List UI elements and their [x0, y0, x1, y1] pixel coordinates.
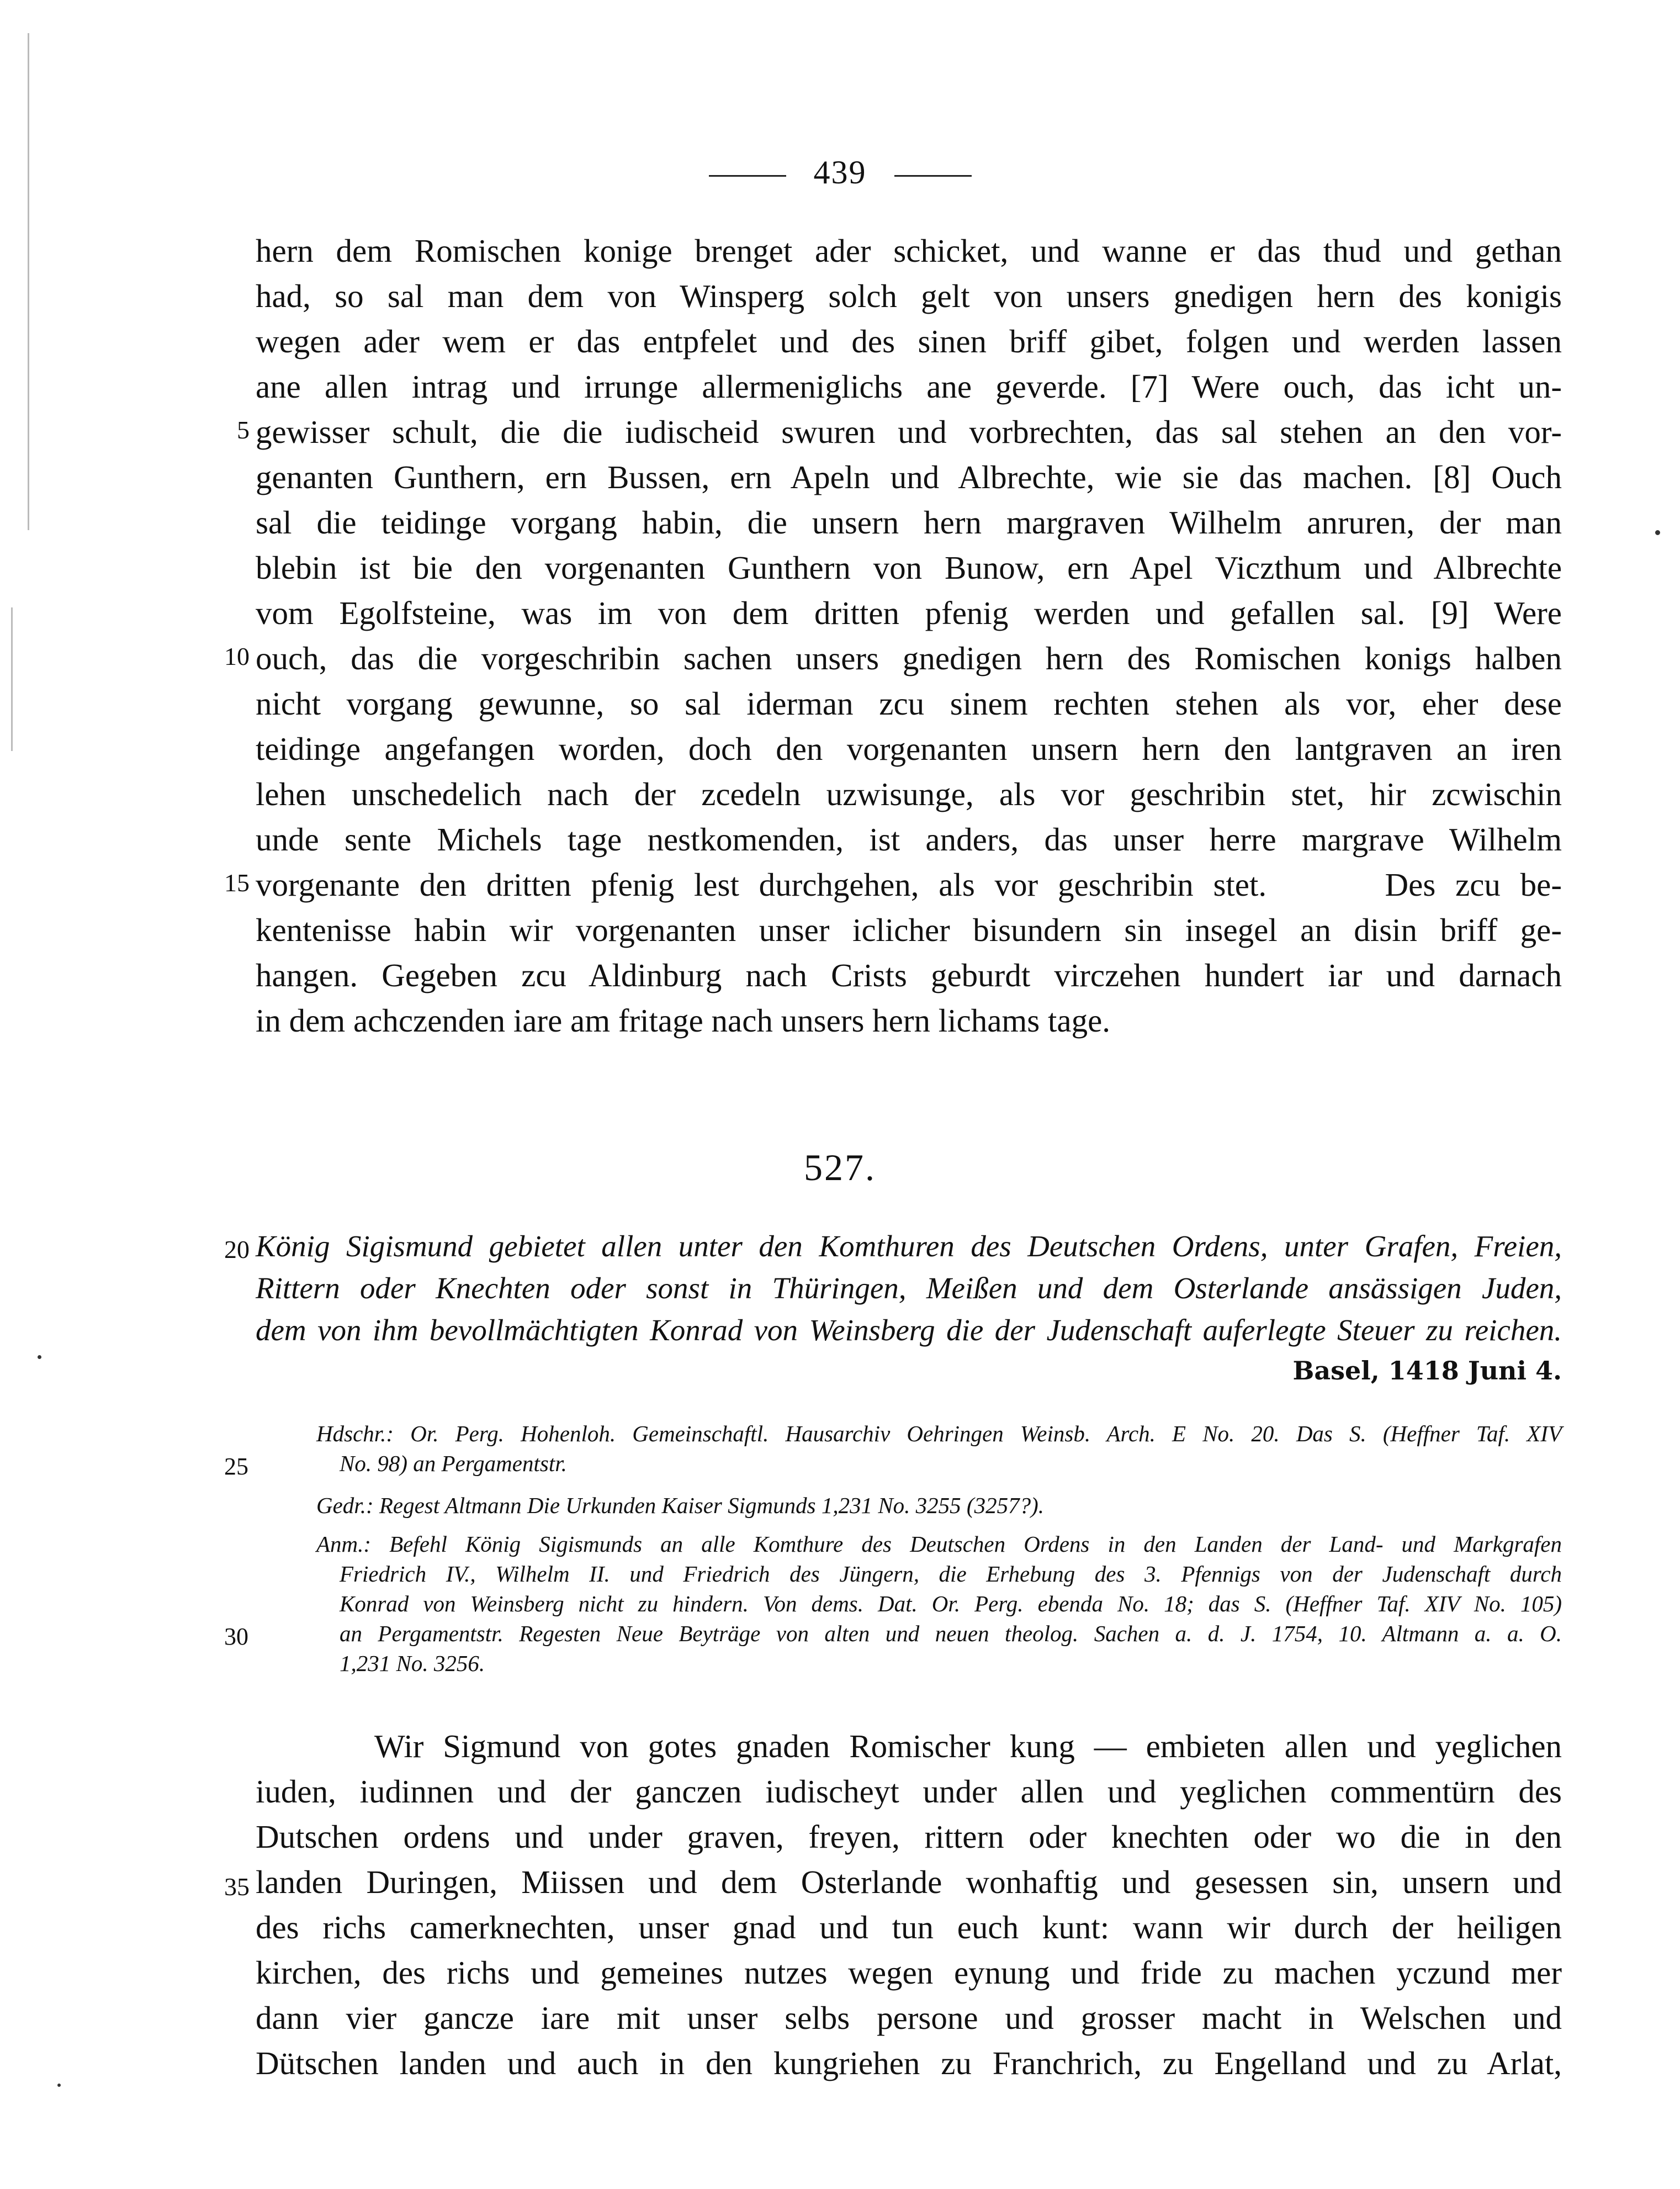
header-rule-left [709, 175, 786, 177]
text-line: kirchen, des richs und gemeines nutzes wegen eynung und fride zu machen yczund mer [256, 1954, 1562, 1991]
text-line: des richs camerknechten, unser gnad und tun euch kunt: wann wir durch der heiligen [256, 1909, 1562, 1945]
note-line: Friedrich IV., Wilhelm II. und Friedrich des Jüngern, die Erhebung des 3. Pfennigs von der Judenschaft durch [340, 1561, 1562, 1587]
page-header [0, 154, 1680, 192]
text-line: blebin ist bie den vorgenanten Gunthern von Bunow, ern Apel Viczthum und Albrechte [256, 549, 1562, 586]
note-line: Gedr.: Regest Altmann Die Urkunden Kaiser Sigmunds 1,231 No. 3255 (3257?). [316, 1493, 1044, 1518]
date-place: Basel, 1418 Juni 4. [1292, 1356, 1562, 1386]
line-number: 5 [237, 416, 250, 444]
text-line: kentenisse habin wir vorgenanten unser iclicher bisundern sin insegel an disin briff ge- [256, 912, 1562, 948]
text-line: lehen unschedelich nach der zcedeln uzwisunge, als vor geschribin stet, hir zcwischin [256, 776, 1562, 812]
text-line: unde sente Michels tage nestkomenden, ist anders, das unser herre margrave Wilhelm [256, 821, 1562, 858]
line-number: 20 [224, 1235, 250, 1263]
line-number: 10 [224, 642, 250, 670]
scan-speck [1655, 530, 1660, 535]
scan-speck [38, 1355, 41, 1359]
text-line: iuden, iudinnen und der ganczen iudischeyt under allen und yeglichen commentürn des [256, 1773, 1562, 1810]
text-line: Wir Sigmund von gotes gnaden Romischer kung — embieten allen und yeglichen [374, 1728, 1562, 1764]
line-number: 15 [224, 869, 250, 897]
line-number: 30 [224, 1623, 248, 1650]
text-line: landen Duringen, Miissen und dem Osterlande wonhaftig und gesessen sin, unsern und [256, 1864, 1562, 1900]
text-line: in dem achczenden iare am fritage nach unsers hern lichams tage. [256, 1002, 1111, 1039]
regest-line: Rittern oder Knechten oder sonst in Thüringen, Meißen und dem Osterlande ansässigen Juden, [256, 1271, 1562, 1305]
document-number: 527. [804, 1146, 876, 1188]
text-line: dann vier gancze iare mit unser selbs persone und grosser macht in Welschen und [256, 2000, 1562, 2036]
text-line: Dutschen ordens und under graven, freyen, rittern oder knechten oder wo die in den [256, 1818, 1562, 1855]
text-line: had, so sal man dem von Winsperg solch gelt von unsers gnedigen hern des konigis [256, 278, 1562, 314]
regest-line: König Sigismund gebietet allen unter den Komthuren des Deutschen Ordens, unter Grafen, Freien, [256, 1229, 1562, 1263]
text-line: nicht vorgang gewunne, so sal iderman zcu sinem rechten stehen als vor, eher dese [256, 685, 1562, 722]
text-line: vom Egolfsteine, was im von dem dritten pfenig werden und gefallen sal. [9] Were [256, 595, 1562, 631]
line-number: 25 [224, 1453, 248, 1480]
text-line: hangen. Gegeben zcu Aldinburg nach Crists geburdt virczehen hundert iar und darnach [256, 957, 1562, 993]
regest-line: dem von ihm bevollmächtigten Konrad von Weinsberg die der Judenschaft auferlegte Steuer zu reichen. [256, 1313, 1562, 1347]
header-rule-right [894, 175, 972, 177]
text-line: ane allen intrag und irrunge allermeniglichs ane geverde. [7] Were ouch, das icht un- [256, 368, 1562, 405]
scan-margin-mark [11, 607, 13, 751]
note-line: an Pergamentstr. Regesten Neue Beyträge von alten und neuen theolog. Sachen a. d. J. 1754, 10. Altmann a. a. O. [340, 1621, 1562, 1646]
text-line: wegen ader wem er das entpfelet und des sinen briff gibet, folgen und werden lassen [256, 323, 1562, 359]
note-line: 1,231 No. 3256. [340, 1651, 485, 1676]
text-line: ouch, das die vorgeschribin sachen unsers gnedigen hern des Romischen konigs halben [256, 640, 1562, 676]
note-line: Konrad von Weinsberg nicht zu hindern. Von dems. Dat. Or. Perg. ebenda No. 18; das S. (Heffner Taf. XIV No. 105) [340, 1591, 1562, 1616]
text-line: hern dem Romischen konige brenget ader schicket, und wanne er das thud und gethan [256, 232, 1562, 269]
text-line: teidinge angefangen worden, doch den vorgenanten unsern hern den lantgraven an iren [256, 731, 1562, 767]
text-line: genanten Gunthern, ern Bussen, ern Apeln und Albrechte, wie sie das machen. [8] Ouch [256, 459, 1562, 495]
text-line: sal die teidinge vorgang habin, die unsern hern margraven Wilhelm anruren, der man [256, 504, 1562, 541]
note-line: No. 98) an Pergamentstr. [340, 1451, 567, 1476]
scan-speck [57, 2084, 61, 2087]
note-line: Anm.: Befehl König Sigismunds an alle Komthure des Deutschen Ordens in den Landen der Land- und Markgrafen [316, 1531, 1562, 1557]
page-number: 439 [813, 154, 867, 191]
note-line: Hdschr.: Or. Perg. Hohenloh. Gemeinschaftl. Hausarchiv Oehringen Weinsb. Arch. E No. 20. Das S. (Heffner Taf. XIV [316, 1421, 1562, 1446]
line-number: 35 [224, 1873, 250, 1901]
text-line: gewisser schult, die die iudischeid swuren und vorbrechten, das sal stehen an den vor- [256, 414, 1562, 450]
text-line: vorgenante den dritten pfenig lest durchgehen, als vor geschribin stet. Des zcu be- [256, 866, 1562, 903]
scan-margin-mark [28, 33, 29, 530]
text-line: Dütschen landen und auch in den kungriehen zu Franchrich, zu Engelland und zu Arlat, [256, 2045, 1562, 2081]
